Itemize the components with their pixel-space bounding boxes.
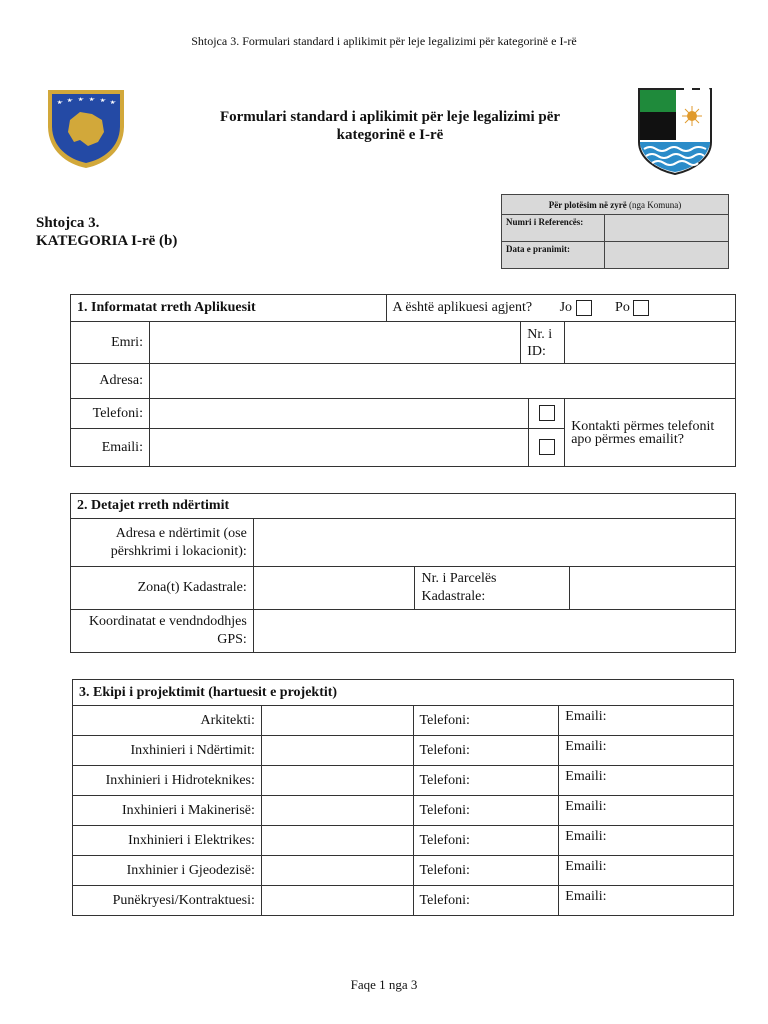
- form-title-line2: kategorinë e I-rë: [336, 127, 444, 143]
- building-address-field[interactable]: [253, 519, 735, 567]
- team-phone-label: Telefoni:: [419, 862, 470, 878]
- office-use-header-note: (nga Komuna): [626, 199, 682, 210]
- design-team-row: [73, 856, 734, 886]
- team-member-name-field[interactable]: [261, 856, 413, 886]
- municipality-emblem-logo: [636, 86, 714, 176]
- reference-number-field: [605, 215, 729, 242]
- team-email-label: Emaili:: [565, 739, 607, 754]
- team-member-email-field[interactable]: [559, 736, 734, 766]
- team-member-phone-field[interactable]: [413, 856, 559, 886]
- id-number-field[interactable]: [565, 322, 736, 364]
- team-email-label: Emaili:: [565, 709, 607, 724]
- parcel-number-label: Nr. i Parcelës Kadastrale:: [415, 567, 570, 610]
- design-team-row: [73, 796, 734, 826]
- team-phone-label: Telefoni:: [419, 772, 470, 788]
- office-use-header: [502, 195, 729, 215]
- team-role-label: Inxhinieri i Elektrikes:: [73, 826, 262, 856]
- team-phone-label: Telefoni:: [419, 802, 470, 818]
- form-title: [190, 108, 590, 144]
- office-use-box: [501, 194, 729, 269]
- gps-coordinates-label: Koordinatat e vendndodhjes GPS:: [71, 610, 254, 653]
- team-role-label: Inxhinieri i Makinerisë:: [73, 796, 262, 826]
- team-member-phone-field[interactable]: [413, 766, 559, 796]
- phone-contact-cell: [529, 399, 565, 429]
- team-role-label: Inxhinieri i Ndërtimit:: [73, 736, 262, 766]
- team-member-phone-field[interactable]: [413, 736, 559, 766]
- phone-label: Telefoni:: [71, 399, 150, 429]
- address-field[interactable]: [149, 364, 735, 399]
- agent-yes-label: Po: [615, 300, 630, 316]
- agent-no-label: Jo: [559, 300, 573, 316]
- design-team-row: [73, 766, 734, 796]
- team-member-name-field[interactable]: [261, 706, 413, 736]
- name-label: Emri:: [71, 322, 150, 364]
- team-phone-label: Telefoni:: [419, 742, 470, 758]
- gps-coordinates-field[interactable]: [253, 610, 735, 653]
- team-member-email-field[interactable]: [559, 826, 734, 856]
- email-field[interactable]: [149, 429, 528, 467]
- cadastral-zone-label: Zona(t) Kadastrale:: [71, 567, 254, 610]
- kosovo-coat-of-arms-logo: [44, 86, 128, 170]
- design-team-row: [73, 736, 734, 766]
- email-label: Emaili:: [71, 429, 150, 467]
- team-member-email-field[interactable]: [559, 856, 734, 886]
- design-team-row: [73, 826, 734, 856]
- design-team-row: [73, 706, 734, 736]
- team-member-name-field[interactable]: [261, 886, 413, 916]
- team-member-name-field[interactable]: [261, 826, 413, 856]
- team-member-email-field[interactable]: [559, 706, 734, 736]
- design-team-row: [73, 886, 734, 916]
- team-member-name-field[interactable]: [261, 736, 413, 766]
- section-design-team-title: 3. Ekipi i projektimit (hartuesit e projektit): [73, 680, 734, 706]
- agent-question-row: [386, 295, 735, 322]
- team-phone-label: Telefoni:: [419, 892, 470, 908]
- address-label: Adresa:: [71, 364, 150, 399]
- team-member-email-field[interactable]: [559, 766, 734, 796]
- section-applicant: [70, 294, 736, 467]
- email-contact-checkbox[interactable]: [539, 439, 555, 455]
- receipt-date-label: Data e pranimit:: [502, 242, 605, 269]
- team-phone-label: Telefoni:: [419, 712, 470, 728]
- section-design-team: [72, 679, 734, 916]
- name-field[interactable]: [149, 322, 520, 364]
- section-applicant-title: 1. Informatat rreth Aplikuesit: [71, 295, 387, 322]
- team-email-label: Emaili:: [565, 769, 607, 784]
- agent-no-checkbox[interactable]: [576, 300, 592, 316]
- team-email-label: Emaili:: [565, 859, 607, 874]
- team-phone-label: Telefoni:: [419, 832, 470, 848]
- id-number-label: Nr. i ID:: [521, 322, 565, 364]
- team-member-phone-field[interactable]: [413, 706, 559, 736]
- contact-preference-note: Kontakti përmes telefonit apo përmes emailit?: [565, 399, 736, 467]
- section-building-title: 2. Detajet rreth ndërtimit: [71, 494, 736, 519]
- team-member-phone-field[interactable]: [413, 886, 559, 916]
- phone-field[interactable]: [149, 399, 528, 429]
- page-header: Shtojca 3. Formulari standard i aplikimit për leje legalizimi për kategorinë e I-rë: [191, 34, 577, 48]
- office-use-header-bold: Për plotësim në zyrë: [548, 199, 627, 210]
- agent-yes-checkbox[interactable]: [633, 300, 649, 316]
- page-footer: Faqe 1 nga 3: [350, 977, 418, 992]
- team-member-name-field[interactable]: [261, 766, 413, 796]
- team-email-label: Emaili:: [565, 799, 607, 814]
- team-member-email-field[interactable]: [559, 886, 734, 916]
- reference-number-label: Numri i Referencës:: [502, 215, 605, 242]
- team-role-label: Punëkryesi/Kontraktuesi:: [73, 886, 262, 916]
- receipt-date-field: [605, 242, 729, 269]
- team-email-label: Emaili:: [565, 889, 607, 904]
- team-role-label: Arkitekti:: [73, 706, 262, 736]
- team-member-phone-field[interactable]: [413, 826, 559, 856]
- parcel-number-field[interactable]: [570, 567, 736, 610]
- email-contact-cell: [529, 429, 565, 467]
- form-title-line1: Formulari standard i aplikimit për leje legalizimi për: [219, 109, 561, 125]
- section-building: [70, 493, 736, 653]
- team-role-label: Inxhinier i Gjeodezisë:: [73, 856, 262, 886]
- annex-number: Shtojca 3.: [36, 215, 100, 231]
- building-address-label: Adresa e ndërtimit (ose përshkrimi i lokacionit):: [71, 519, 254, 567]
- annex-category: KATEGORIA I-rë (b): [36, 233, 178, 249]
- team-member-email-field[interactable]: [559, 796, 734, 826]
- cadastral-zone-field[interactable]: [253, 567, 415, 610]
- team-email-label: Emaili:: [565, 829, 607, 844]
- team-member-phone-field[interactable]: [413, 796, 559, 826]
- agent-question-label: A është aplikuesi agjent?: [392, 300, 533, 316]
- team-member-name-field[interactable]: [261, 796, 413, 826]
- phone-contact-checkbox[interactable]: [539, 405, 555, 421]
- annex-label: [36, 214, 177, 250]
- team-role-label: Inxhinieri i Hidroteknikes:: [73, 766, 262, 796]
